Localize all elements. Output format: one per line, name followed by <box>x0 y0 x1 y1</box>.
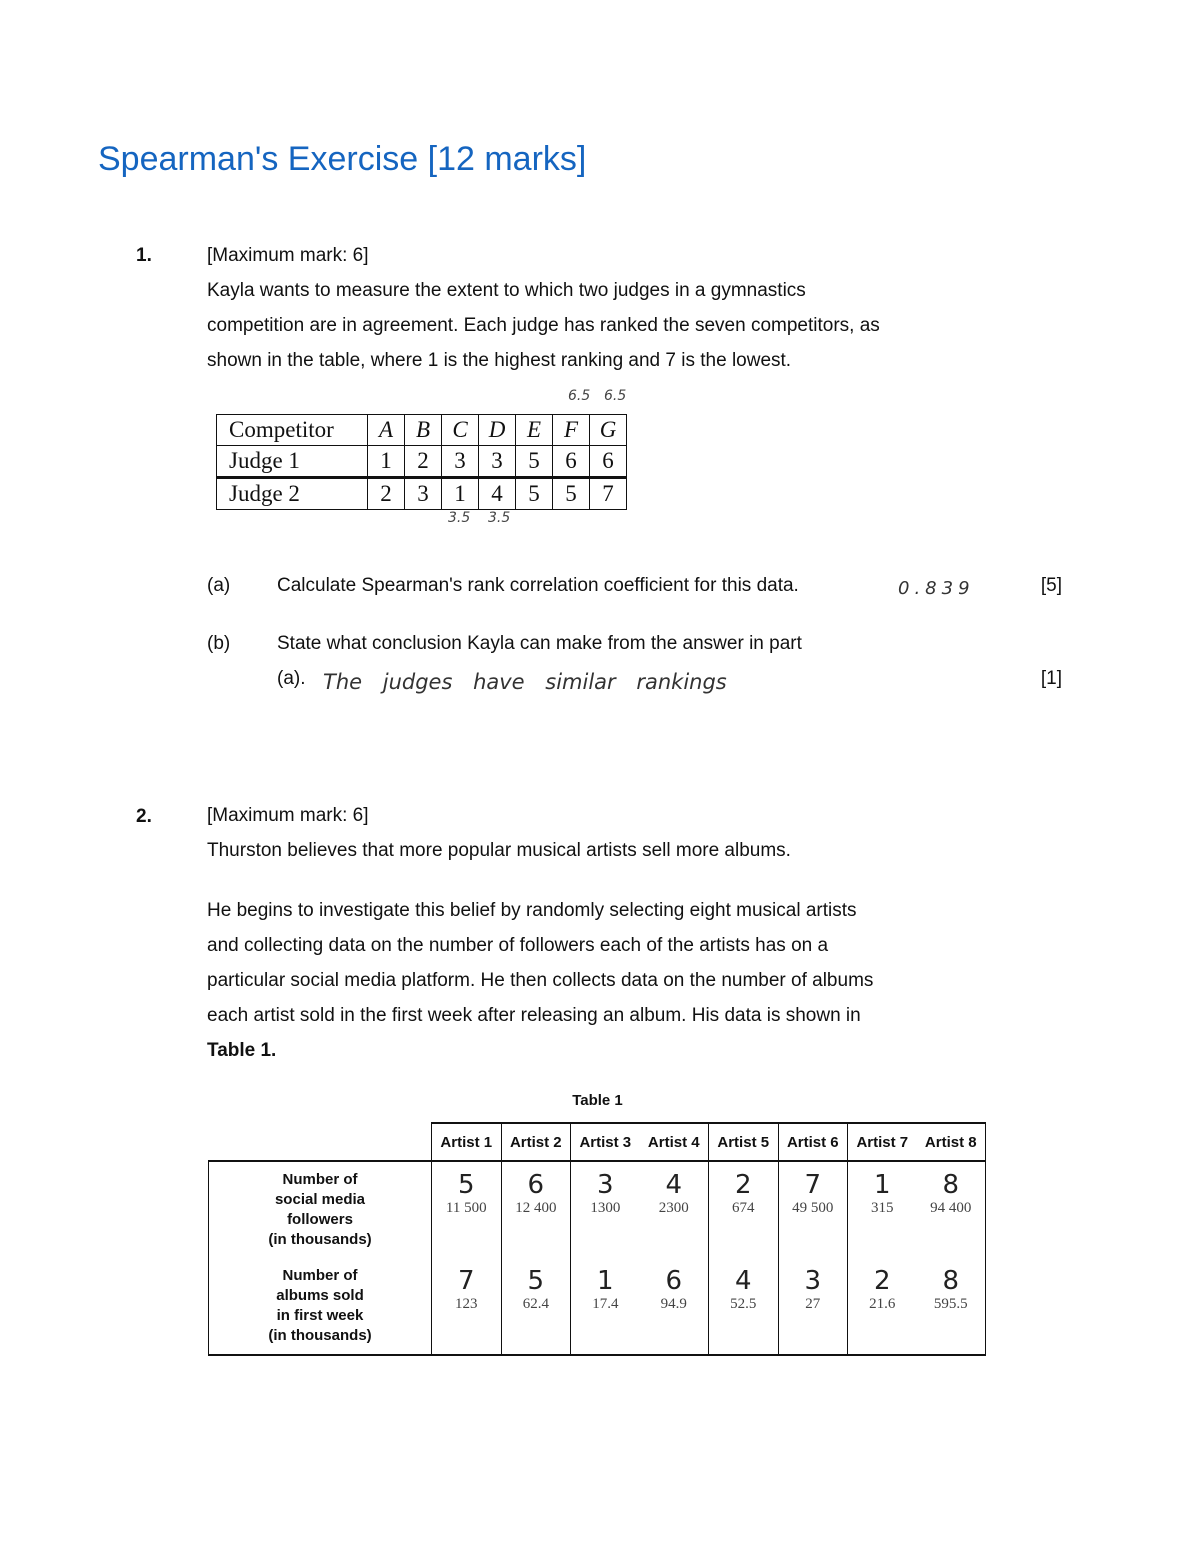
table-cell <box>501 1161 571 1265</box>
handwritten-note-d: 3.5 <box>488 510 511 526</box>
table-caption: Table 1 <box>572 1092 623 1109</box>
table-cell <box>432 1161 502 1265</box>
question-2-number: 2. <box>136 806 152 827</box>
table-header-cell: Artist 6 <box>778 1123 848 1161</box>
table-cell <box>640 1161 709 1265</box>
table-cell: 1 <box>442 478 479 510</box>
table-cell: 6 <box>590 446 627 478</box>
question-1-number: 1. <box>136 245 152 266</box>
table-cell: 3 <box>405 478 442 510</box>
question-1-max-mark: [Maximum mark: 6] <box>207 245 369 266</box>
cell-value: 674 <box>731 1200 755 1216</box>
table-header-cell: Artist 4 <box>640 1123 709 1161</box>
table-header-cell: C <box>442 415 479 446</box>
question-1-intro-line: Kayla wants to measure the extent to which two judges in a gymnastics <box>207 280 806 301</box>
table-cell <box>432 1265 502 1355</box>
table-cell: 5 <box>516 478 553 510</box>
question-2-line: particular social media platform. He then collects data on the number of albums <box>207 970 874 991</box>
part-a-handwritten-answer: 0.839 <box>898 578 975 599</box>
table-header-cell: Artist 7 <box>848 1123 917 1161</box>
question-1-intro-line: shown in the table, where 1 is the highest ranking and 7 is the lowest. <box>207 350 792 371</box>
part-a-text: Calculate Spearman's rank correlation coefficient for this data. <box>277 575 799 596</box>
row-label <box>209 1265 432 1355</box>
row-label-line: albums sold <box>276 1287 364 1304</box>
cell-value: 27 <box>805 1296 821 1312</box>
table-header-cell: Artist 5 <box>708 1123 778 1161</box>
handwritten-rank: 3 <box>804 1266 822 1296</box>
handwritten-rank: 3 <box>597 1170 614 1200</box>
handwritten-rank: 7 <box>458 1266 475 1296</box>
table-cell <box>571 1161 640 1265</box>
handwritten-rank: 8 <box>942 1266 960 1296</box>
table-cell <box>917 1161 986 1265</box>
table-header-cell: Artist 1 <box>432 1123 502 1161</box>
table-row <box>217 446 627 478</box>
table-cell: 6 <box>553 446 590 478</box>
handwritten-rank: 2 <box>734 1170 752 1200</box>
question-2-paragraph <box>207 893 873 1068</box>
table-cell: 5 <box>553 478 590 510</box>
question-2-line: Thurston believes that more popular musical artists sell more albums. <box>207 840 791 861</box>
row-label-line: in first week <box>276 1307 364 1324</box>
table-cell: 3 <box>442 446 479 478</box>
table-header-label: Competitor <box>217 415 368 446</box>
row-label-line: followers <box>287 1211 353 1228</box>
handwritten-note-g: 6.5 <box>604 388 627 404</box>
question-2-line: each artist sold in the first week after releasing an album. His data is shown in <box>207 1005 861 1026</box>
question-2-line: He begins to investigate this belief by randomly selecting eight musical artists <box>207 900 857 921</box>
table-header-cell: A <box>368 415 405 446</box>
cell-value: 1300 <box>590 1200 621 1216</box>
handwritten-rank: 1 <box>874 1170 891 1200</box>
part-a-label: (a) <box>207 575 231 596</box>
table-header-cell: G <box>590 415 627 446</box>
table-cell <box>917 1265 986 1355</box>
cell-value: 49 500 <box>792 1200 834 1216</box>
row-label <box>209 1161 432 1265</box>
table-row <box>209 1161 986 1265</box>
table-cell: 7 <box>590 478 627 510</box>
cell-value: 52.5 <box>730 1296 757 1312</box>
table-cell: 1 <box>368 446 405 478</box>
handwritten-rank: 8 <box>942 1170 960 1200</box>
table-row <box>209 1265 986 1355</box>
table-cell <box>778 1161 848 1265</box>
table-row <box>217 478 627 510</box>
handwritten-rank: 6 <box>665 1266 683 1296</box>
table-cell: 4 <box>479 478 516 510</box>
handwritten-rank: 5 <box>527 1266 545 1296</box>
table-cell: 2 <box>368 478 405 510</box>
cell-value: 94.9 <box>660 1296 687 1312</box>
table-cell <box>708 1161 778 1265</box>
question-2-line: Table 1. <box>207 1040 277 1061</box>
cell-value: 62.4 <box>522 1296 549 1312</box>
part-b-label: (b) <box>207 633 231 654</box>
part-b-text-line: State what conclusion Kayla can make from the answer in part <box>277 633 802 654</box>
question-1-intro-line: competition are in agreement. Each judge has ranked the seven competitors, as <box>207 315 880 336</box>
page-title: Spearman's Exercise [12 marks] <box>98 140 587 178</box>
cell-value: 12 400 <box>515 1200 557 1216</box>
table-cell <box>501 1265 571 1355</box>
question-2-max-mark: [Maximum mark: 6] <box>207 805 369 826</box>
cell-value: 94 400 <box>930 1200 972 1216</box>
question-2-line: and collecting data on the number of followers each of the artists has on a <box>207 935 829 956</box>
handwritten-rank: 1 <box>597 1266 614 1296</box>
table-header-row <box>209 1123 986 1161</box>
table-cell <box>848 1161 917 1265</box>
table-header-blank <box>209 1123 432 1161</box>
cell-value: 11 500 <box>445 1200 487 1216</box>
part-b-marks: [1] <box>1040 668 1062 689</box>
table-cell <box>848 1265 917 1355</box>
handwritten-note-f: 6.5 <box>568 388 591 404</box>
table-header-cell: F <box>553 415 590 446</box>
row-label-line: Number of <box>282 1171 358 1188</box>
table-header-row <box>217 415 627 446</box>
cell-value: 315 <box>871 1200 894 1216</box>
table-cell <box>640 1265 709 1355</box>
table-cell <box>778 1265 848 1355</box>
table-header-cell: D <box>479 415 516 446</box>
table-cell: 2 <box>405 446 442 478</box>
row-label: Judge 2 <box>217 478 368 510</box>
row-label-line: social media <box>274 1191 366 1208</box>
table-header-cell: Artist 8 <box>917 1123 986 1161</box>
handwritten-note-c: 3.5 <box>448 510 471 526</box>
question-2-text <box>207 798 791 868</box>
cell-value: 595.5 <box>933 1296 968 1312</box>
cell-value: 123 <box>455 1296 478 1312</box>
cell-value: 21.6 <box>869 1296 896 1312</box>
handwritten-rank: 7 <box>804 1170 822 1200</box>
competitor-ranking-table <box>216 414 627 510</box>
row-label-line: (in thousands) <box>268 1327 372 1344</box>
handwritten-rank: 6 <box>527 1170 545 1200</box>
handwritten-rank: 5 <box>458 1170 475 1200</box>
row-label: Judge 1 <box>217 446 368 478</box>
table-cell <box>708 1265 778 1355</box>
table-header-cell: B <box>405 415 442 446</box>
table-cell: 5 <box>516 446 553 478</box>
cell-value: 17.4 <box>592 1296 619 1312</box>
handwritten-rank: 2 <box>874 1266 891 1296</box>
part-b-text-line: (a). <box>277 668 306 689</box>
part-b-handwritten-answer: The judges have similar rankings <box>323 670 727 694</box>
row-label-line: (in thousands) <box>268 1231 372 1248</box>
question-1-text <box>207 238 880 378</box>
handwritten-rank: 4 <box>665 1170 683 1200</box>
row-label-line: Number of <box>282 1267 358 1284</box>
cell-value: 2300 <box>658 1200 689 1216</box>
part-a-marks: [5] <box>1040 575 1062 596</box>
table-header-cell: E <box>516 415 553 446</box>
table-header-cell: Artist 2 <box>501 1123 571 1161</box>
handwritten-rank: 4 <box>734 1266 752 1296</box>
table-cell: 3 <box>479 446 516 478</box>
table-header-cell: Artist 3 <box>571 1123 640 1161</box>
table-cell <box>571 1265 640 1355</box>
artist-data-table <box>208 1122 986 1356</box>
